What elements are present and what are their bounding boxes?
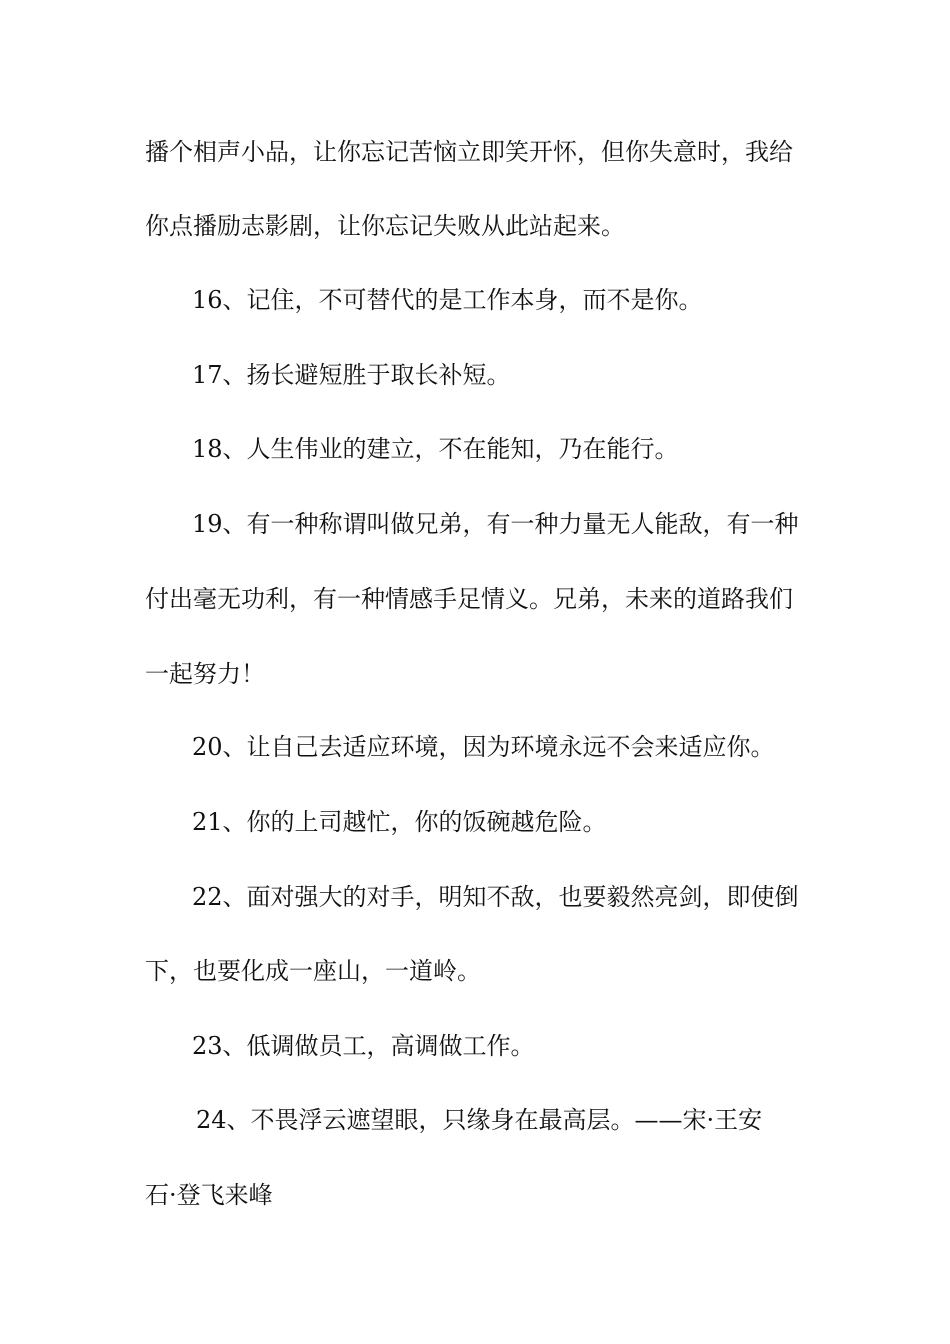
item-17: 17、扬长避短胜于取长补短。: [192, 361, 511, 389]
item-19-continued: 付出毫无功利，有一种情感手足情义。兄弟，未来的道路我们: [145, 585, 793, 613]
item-19: 19、有一种称谓叫做兄弟，有一种力量无人能敌，有一种: [192, 510, 799, 538]
item-19-end: 一起努力！: [145, 660, 265, 688]
item-21: 21、你的上司越忙，你的饭碗越危险。: [192, 808, 607, 836]
item-24: 24、不畏浮云遮望眼，只缘身在最高层。——宋·王安: [196, 1106, 763, 1134]
item-20: 20、让自己去适应环境，因为环境永远不会来适应你。: [192, 733, 775, 761]
item-23: 23、低调做员工，高调做工作。: [192, 1032, 535, 1060]
item-16: 16、记住，不可替代的是工作本身，而不是你。: [192, 286, 703, 314]
item-18: 18、人生伟业的建立，不在能知，乃在能行。: [192, 435, 679, 463]
item-22-continued: 下，也要化成一座山，一道岭。: [145, 957, 481, 985]
item-24-continued: 石·登飞来峰: [145, 1181, 273, 1209]
text-line-2: 你点播励志影剧，让你忘记失败从此站起来。: [145, 212, 625, 240]
text-line-1: 播个相声小品，让你忘记苦恼立即笑开怀，但你失意时，我给: [145, 138, 793, 166]
item-22: 22、面对强大的对手，明知不敌，也要毅然亮剑，即使倒: [192, 883, 799, 911]
